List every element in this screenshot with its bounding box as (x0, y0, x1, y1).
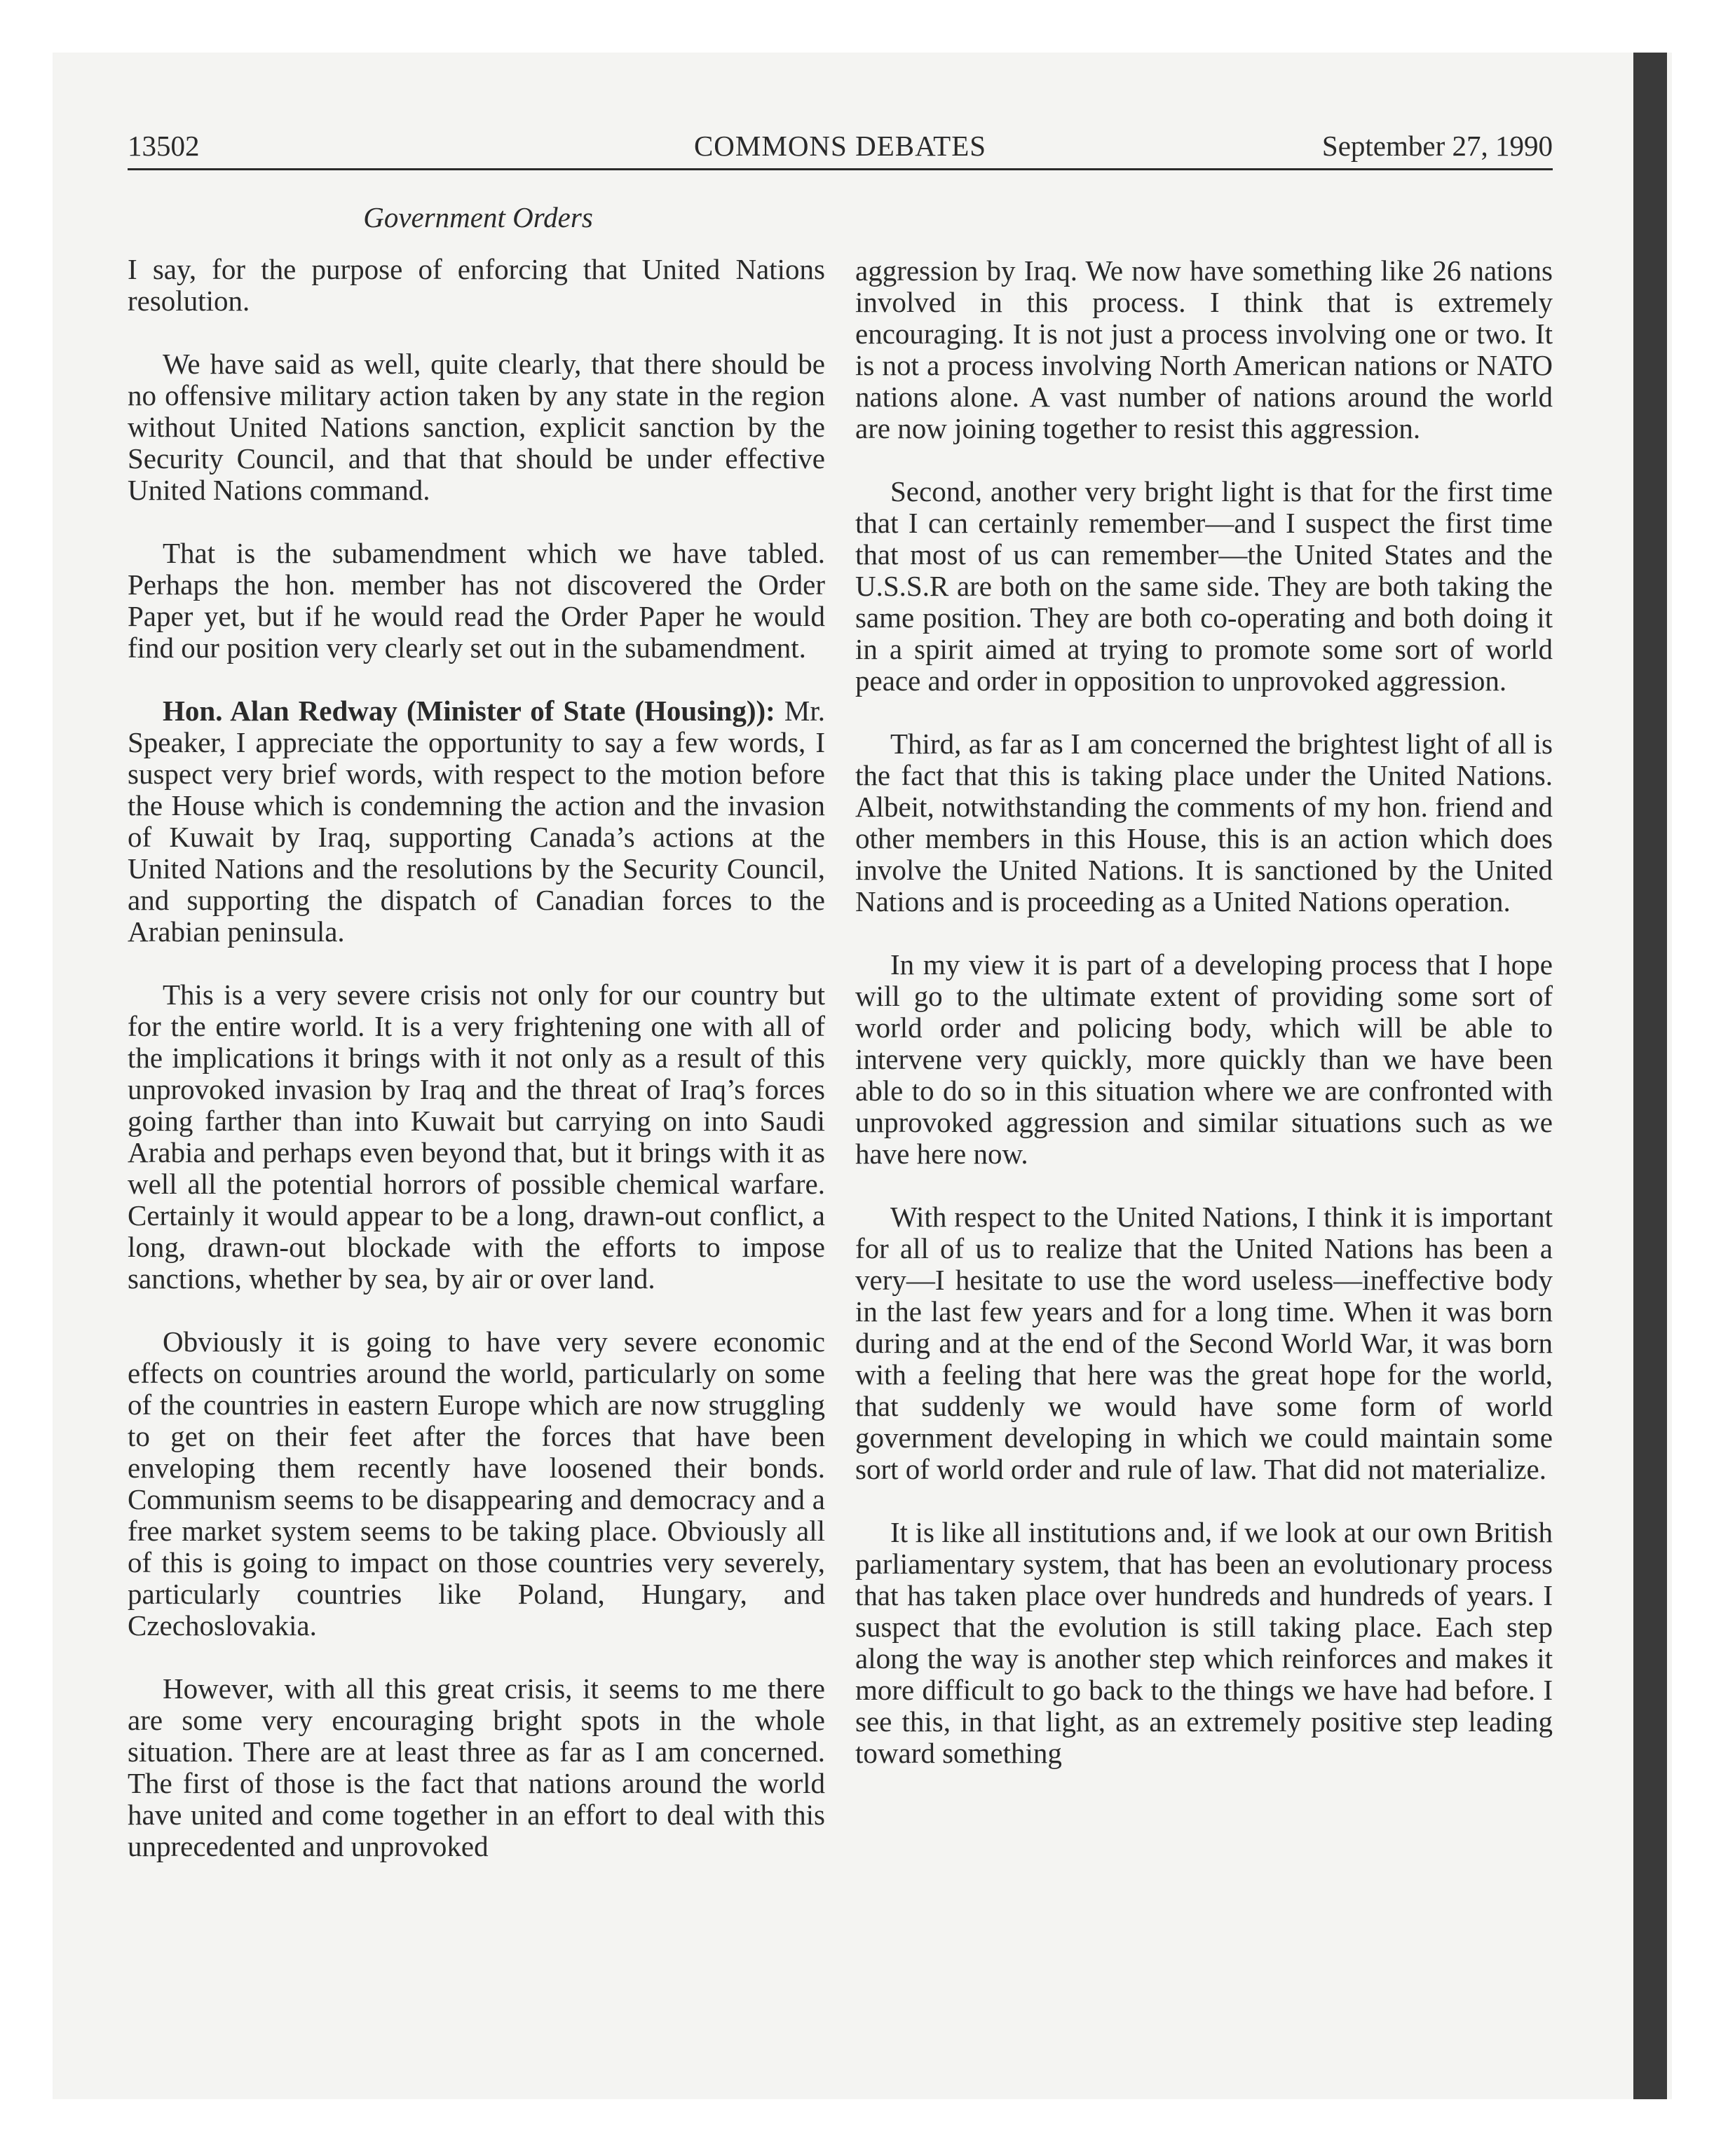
paragraph: However, with all this great crisis, it seems to me there are some very encouraging bright spots in the whole situation. There are at least three as far as I am concerned. The first of those is the fact that nations around the world have united and come together in an effort to deal with this unprecedented and unprovoked (128, 1672, 825, 1862)
speech-paragraph (128, 695, 825, 948)
speech-text: Mr. Speaker, I appreciate the opportunity to say a few words, I suspect very brief words, with respect to the motion before the House which is condemning the action and the invasion of Kuwait by Iraq, supporting Canada’s actions at the United Nations and the resolutions by the Security Council, and supporting the dispatch of Canadian forces to the Arabian peninsula. (128, 695, 825, 948)
section-title: Government Orders (363, 201, 593, 233)
paragraph: In my view it is part of a developing process that I hope will go to the ultimate extent of providing some sort of world order and policing body, which will be able to intervene very quickly, more quickly than we have been able to do so in this situation where we are confronted with unprovoked aggression and similar situations such as we have here now. (855, 948, 1553, 1170)
paragraph: Third, as far as I am concerned the brightest light of all is the fact that this is taking place under the United Nations. Albeit, notwithstanding the comments of my hon. friend and other members in this House, this is an action which does involve the United Nations. It is sanctioned by the United Nations and is proceeding as a United Nations operation. (855, 728, 1553, 917)
right-column (855, 255, 1553, 1769)
page-number: 13502 (128, 130, 200, 162)
page-header (128, 125, 1553, 167)
paragraph: I say, for the purpose of enforcing that United Nations resolution. (128, 253, 825, 317)
scan-edge-shadow (1633, 53, 1667, 2099)
paragraph: That is the subamendment which we have tabled. Perhaps the hon. member has not discovered the Order Paper yet, but if he would read the Order Paper he would find our position very clearly set out in the subamendment. (128, 537, 825, 664)
paragraph: We have said as well, quite clearly, that there should be no offensive military action taken by any state in the region without United Nations sanction, explicit sanction by the Security Council, and that that should be under effective United Nations command. (128, 348, 825, 506)
paragraph: It is like all institutions and, if we look at our own British parliamentary system, that has been an evolutionary process that has taken place over hundreds and hundreds of years. I suspect that the evolution is still taking place. Each step along the way is another step which reinforces and makes it more difficult to go back to the things we have had before. I see this, in that light, as an extremely positive step leading toward something (855, 1516, 1553, 1769)
journal-title: COMMONS DEBATES (693, 130, 987, 162)
paragraph: This is a very severe crisis not only for our country but for the entire world. It is a very frightening one with all of the implications it brings with it not only as a result of this unprovoked invasion by Iraq and the threat of Iraq’s forces going farther than into Kuwait but carrying on into Saudi Arabia and perhaps even beyond that, but it brings with it as well all the potential horrors of possible chemical warfare. Certainly it would appear to be a long, drawn-out conflict, a long, drawn-out blockade with the efforts to impose sanctions, whether by sea, by air or over land. (128, 978, 825, 1295)
left-column (128, 254, 825, 1862)
header-date: September 27, 1990 (1321, 130, 1553, 162)
paragraph: Second, another very bright light is that for the first time that I can certainly remember—and I suspect the first time that most of us can remember—the United States and the U.S.S.R are both on the same side. They are both taking the same position. They are both co-operating and both doing it in a spirit aimed at trying to promote some sort of world peace and order in opposition to unprovoked aggression. (855, 475, 1553, 697)
paragraph: Obviously it is going to have very severe economic effects on countries around the world, particularly on some of the countries in eastern Europe which are now struggling to get on their feet after the forces that have been enveloping them recently have loosened their bonds. Communism seems to be disappearing and democracy and a free market system seems to be taking place. Obviously all of this is going to impact on those countries very severely, particularly countries like Poland, Hungary, and Czechoslovakia. (128, 1325, 825, 1642)
paragraph: With respect to the United Nations, I think it is important for all of us to realize that the United Nations has been a very—I hesitate to use the word useless—ineffective body in the last few years and for a long time. When it was born during and at the end of the Second World War, it was born with a feeling that here was the great hope for the world, that suddenly we would have some form of world government developing in which we could maintain some sort of world order and rule of law. That did not materialize. (855, 1201, 1553, 1485)
speaker-name: Hon. Alan Redway (Minister of State (Housing)): (163, 695, 775, 727)
paragraph: aggression by Iraq. We now have something like 26 nations involved in this process. I think that is extremely encouraging. It is not just a process involving one or two. It is not a process involving North American nations or NATO nations alone. A vast number of nations around the world are now joining together to resist this aggression. (855, 254, 1553, 444)
header-rule (128, 168, 1553, 170)
